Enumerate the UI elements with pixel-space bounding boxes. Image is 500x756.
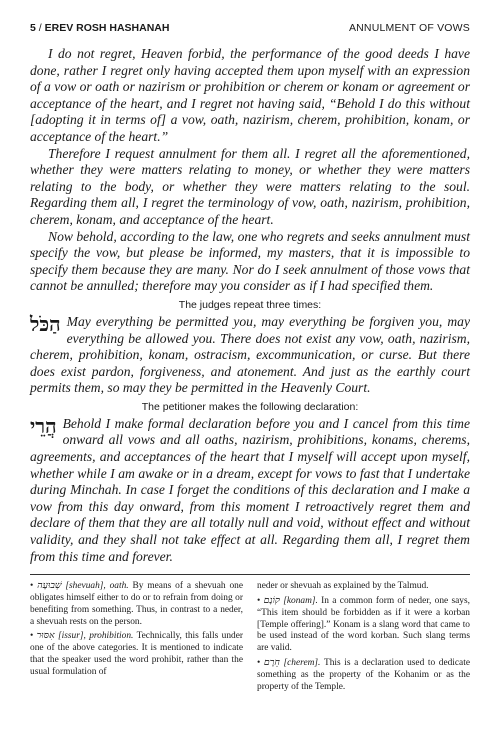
footnote: • שְׁבוּעָה [shevuah], oath. By means of a shevuah one obligates himself either to do or to refrain from doing or benefiting from something. Thus, in contrast to a neder, a shevuah rests on the person. (30, 581, 243, 627)
petitioner-declaration (30, 413, 470, 565)
instruction-petitioner: The petitioner makes the following declaration: (141, 400, 359, 413)
paragraph-2: Therefore I request annulment for them all. I regret all the aforementioned, whether they were matters relating to money, or whether they were matters relating to the body, or whether they were matters relating to the soul. Regarding them all, I regret the terminology of vow, oath, nazirism, prohibition, cherem, konam, and acceptance of the heart. (30, 145, 470, 227)
running-header (30, 22, 470, 34)
footnote: neder or shevuah as explained by the Talmud. (257, 581, 429, 592)
footnotes (30, 581, 470, 696)
footnotes-right (257, 581, 470, 696)
footnote: • חֵרֶם [cherem]. This is a declaration used to dedicate something as the property of the Kohanim or as the property of the Temple. (257, 658, 470, 692)
footnote: • קוֹנָם [konam]. In a common form of neder, one says, “This item should be forbidden as if it were a korban [Temple offering].” Konam is a slang word that came to be used instead of the word korban. Such slang terms are valid. (257, 596, 470, 654)
footnote: • אִסּוּר [issur], prohibition. Technically, this falls under one of the above categories. It is mentioned to indicate that the speaker used the word prohibit, rather than the usual formulation of (30, 631, 243, 677)
footnotes-left (30, 581, 243, 696)
paragraph-1: I do not regret, Heaven forbid, the performance of the good deeds I have done, rather I regret only having accepted them upon myself with an expression of a vow or oath or nazirism or prohibition or cherem or konam or agreement or acceptance of the heart, and I regret not having said, “Behold I do this without [adopting it in terms of] a vow, oath, nazirism, cherem, prohibition, konam, or acceptance of the heart.” (30, 46, 470, 144)
hebrew-lead-word: הֲרֵי (30, 413, 57, 438)
page-title: ANNULMENT OF VOWS (348, 22, 470, 34)
judges-declaration (30, 311, 470, 397)
instruction-judges: The judges repeat three times: (178, 298, 322, 311)
footnote-divider (30, 574, 470, 575)
main-text (30, 46, 470, 565)
header-left: 5 / EREV ROSH HASHANAH (30, 22, 170, 34)
petitioner-text: Behold I make formal declaration before you and I cancel from this time onward all vows and all oaths, nazirism, prohibitions, konams, cherems, agreements, and acceptances of the heart that I myself will accept upon myself, whether while I am awake or in a dream, except for vows to fast that I undertake during Minchah. In case I forget the conditions of this declaration and I make a vow from this day onward, from this moment I retroactively regret them and declare of them that they are all totally null and void, without effect and without validity, and they shall not take effect at all. Regarding them all, I regret them from this time and forever. (30, 415, 470, 564)
paragraph-3: Now behold, according to the law, one who regrets and seeks annulment must specify the vow, but please be informed, my masters, that it is impossible to specify them because they are many. Nor do I seek annulment of those vows that cannot be annulled; therefore may you consider as if I had specified them. (30, 228, 470, 294)
hebrew-lead-word: הַכֹּל (30, 311, 61, 336)
section-title: EREV ROSH HASHANAH (44, 22, 170, 34)
judges-text: May everything be permitted you, may everything be forgiven you, may everything be allowed you. There does not exist any vow, oath, nazirism, cherem, prohibition, konam, ostracism, excommunication, or curse. But there does exist pardon, forgiveness, and atonement. And just as the earthly court permits them, so may they be permitted in the Heavenly Court. (30, 313, 470, 396)
page-number: 5 (30, 22, 36, 34)
